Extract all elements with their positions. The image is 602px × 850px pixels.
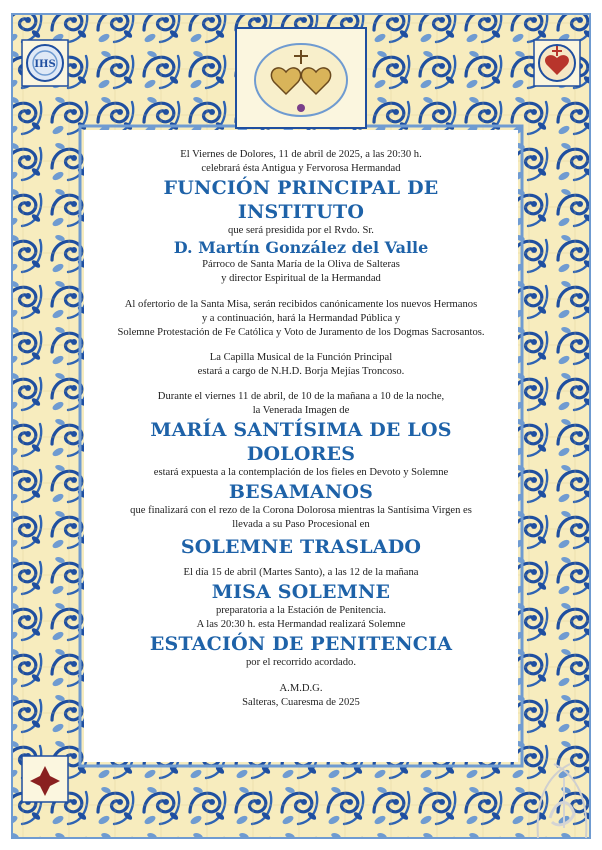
heading-funcion-principal: FUNCIÓN PRINCIPAL DE INSTITUTO <box>163 177 439 223</box>
recorrido-line: por el recorrido acordado. <box>245 657 356 668</box>
capilla-line-1: La Capilla Musical de la Función Principal <box>209 352 393 363</box>
amdg-line: A.M.D.G. <box>279 683 323 694</box>
durante-line-2: la Venerada Imagen de <box>252 405 350 416</box>
hearts-emblem-icon <box>236 28 366 128</box>
ihs-monogram-icon <box>22 40 68 86</box>
ofertorio-line-2: y a continuación, hará la Hermandad Pública y <box>201 313 401 324</box>
watermark-logo <box>530 758 594 842</box>
finalizara-line-1: que finalizará con el rezo de la Corona Dolorosa mientras la Santísima Virgen es <box>130 505 472 516</box>
intro-line-2: celebrará ésta Antigua y Fervorosa Hermandad <box>201 163 401 174</box>
heading-solemne-traslado: SOLEMNE TRASLADO <box>180 536 422 558</box>
parroco-line: Párroco de Santa María de la Oliva de Salteras <box>202 259 400 270</box>
ofertorio-line-1: Al ofertorio de la Santa Misa, serán recibidos canónicamente los nuevos Hermanos <box>124 299 478 310</box>
presidida-line: que será presidida por el Rvdo. Sr. <box>228 225 374 236</box>
svg-text:IHS: IHS <box>34 59 56 70</box>
director-line: y director Espiritual de la Hermandad <box>221 273 381 284</box>
place-date-line: Salteras, Cuaresma de 2025 <box>242 697 360 708</box>
heading-misa-solemne: MISA SOLEMNE <box>211 581 391 603</box>
ofertorio-line-3: Solemne Protestación de Fe Católica y Voto de Juramento de los Dogmas Sacrosantos. <box>117 327 485 338</box>
announcement-text <box>98 148 504 710</box>
capilla-line-2: estará a cargo de N.H.D. Borja Mejías Troncoso. <box>197 366 405 377</box>
dia15-line: El día 15 de abril (Martes Santo), a las 12 de la mañana <box>183 567 419 578</box>
expuesta-line: estará expuesta a la contemplación de los fieles en Devoto y Solemne <box>153 467 449 478</box>
heading-besamanos: BESAMANOS <box>228 481 374 503</box>
alas-line: A las 20:30 h. esta Hermandad realizará Solemne <box>196 619 406 630</box>
intro-line-1: El Viernes de Dolores, 11 de abril de 2025, a las 20:30 h. <box>180 149 422 160</box>
heading-maria-santisima: MARÍA SANTÍSIMA DE LOS DOLORES <box>150 419 452 465</box>
sacred-heart-icon <box>534 40 580 86</box>
durante-line-1: Durante el viernes 11 de abril, de 10 de la mañana a 10 de la noche, <box>157 391 445 402</box>
finalizara-line-2: llevada a su Paso Procesional en <box>232 519 370 530</box>
preparatoria-line: preparatoria a la Estación de Penitencia. <box>215 605 386 616</box>
celebrant-name: D. Martín González del Valle <box>173 238 429 257</box>
cross-icon <box>22 756 68 802</box>
heading-estacion-penitencia: ESTACIÓN DE PENITENCIA <box>149 633 453 655</box>
